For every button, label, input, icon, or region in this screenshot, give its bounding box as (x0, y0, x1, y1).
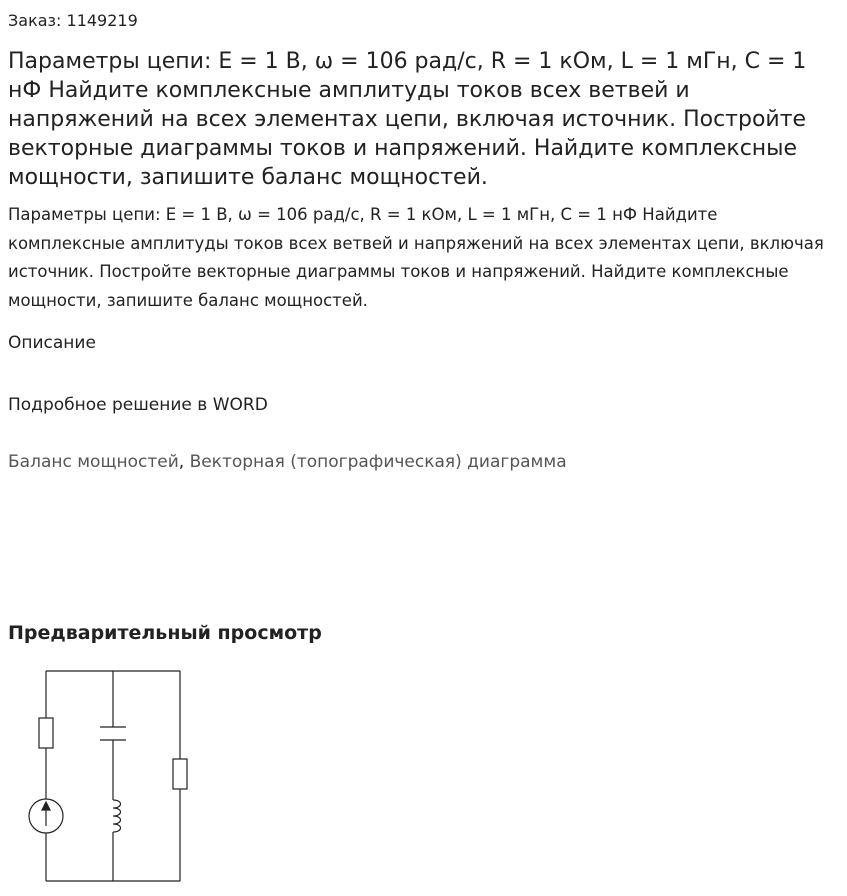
solution-note: Подробное решение в WORD (8, 395, 268, 415)
source-arrow-head (42, 802, 50, 810)
resistor-right (173, 759, 187, 789)
page-title: Параметры цепи: E = 1 В, ω = 106 рад/с, R = 1 кОм, L = 1 мГн, C = 1 нФ Найдите комплексные амплитуды токов всех ветвей и напряжений на всех элементах цепи, включая источник. Постройте векторные диаграммы токов и напряжений. Найдите комплексные мощности, запишите баланс мощностей. (8, 49, 807, 190)
order-number: Заказ: 1149219 (8, 11, 138, 30)
preview-heading: Предварительный просмотр (8, 622, 322, 644)
description-heading: Описание (8, 333, 96, 353)
resistor-left (39, 718, 53, 748)
tag-list (8, 450, 567, 474)
task-description: Параметры цепи: E = 1 В, ω = 106 рад/с, R = 1 кОм, L = 1 мГн, C = 1 нФ Найдите комплексные амплитуды токов всех ветвей и напряжений на всех элементах цепи, включая источник. Постройте векторные диаграммы токов и напряжений. Найдите комплексные мощности, запишите баланс мощностей. (8, 205, 824, 310)
inductor-coil (113, 800, 121, 832)
circuit-schematic-image (20, 660, 220, 890)
tag-separator: , (178, 452, 190, 472)
tag-link-power-balance[interactable]: Баланс мощностей (8, 452, 179, 472)
tag-link-vector-diagram[interactable]: Векторная (топографическая) диаграмма (189, 452, 567, 472)
